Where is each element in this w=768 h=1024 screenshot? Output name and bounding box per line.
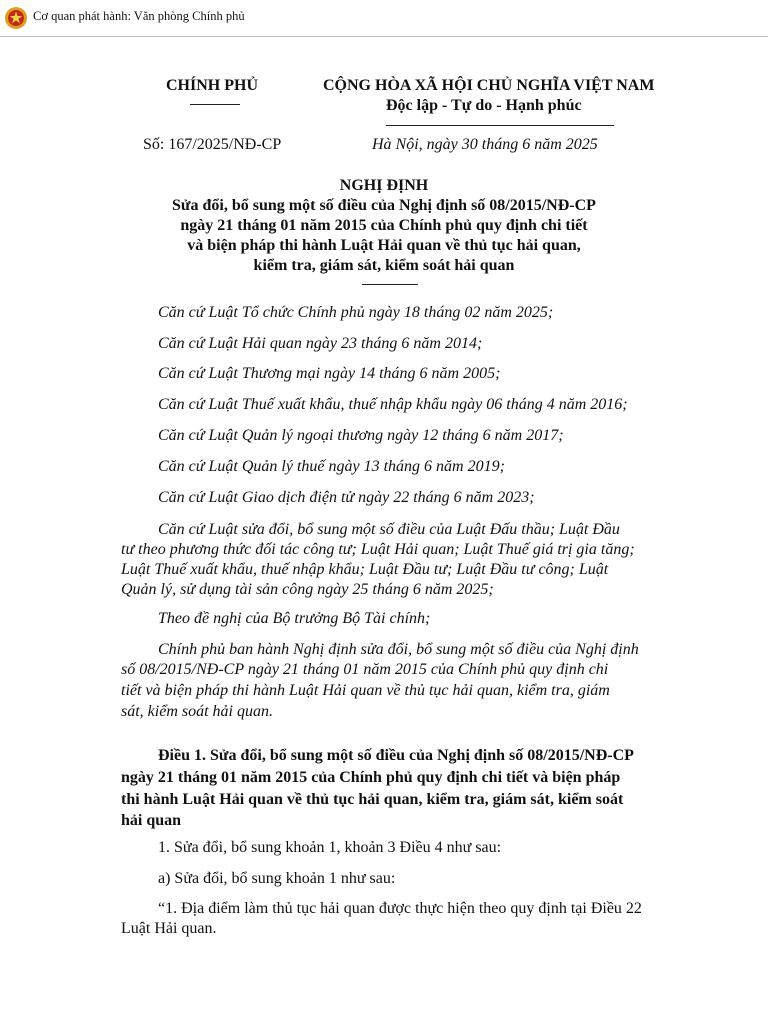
legal-basis-item: Căn cứ Luật Tổ chức Chính phủ ngày 18 tháng 02 năm 2025; — [158, 304, 554, 321]
legal-basis-item: Căn cứ Luật Quản lý thuế ngày 13 tháng 6 năm 2019; — [158, 458, 505, 475]
title-line: kiểm tra, giám sát, kiểm soát hải quan — [253, 257, 515, 274]
national-emblem-icon — [4, 6, 28, 30]
title-line: ngày 21 tháng 01 năm 2015 của Chính phủ quy định chi tiết — [180, 217, 588, 234]
paragraph-line: tiết và biện pháp thi hành Luật Hải quan về thủ tục hải quan, kiểm tra, giám — [121, 682, 610, 699]
agency-name: CHÍNH PHỦ — [166, 77, 258, 94]
heading-line: ngày 21 tháng 01 năm 2015 của Chính phủ quy định chi tiết và biện pháp — [121, 769, 621, 786]
document-title — [0, 196, 768, 276]
paragraph-line: sát, kiểm soát hải quan. — [121, 703, 273, 720]
legal-basis-item: Căn cứ Luật Giao dịch điện tử ngày 22 tháng 6 năm 2023; — [158, 489, 535, 506]
title-line: và biện pháp thi hành Luật Hải quan về thủ tục hải quan, — [187, 237, 581, 254]
legal-basis-item: Căn cứ Luật Quản lý ngoại thương ngày 12 tháng 6 năm 2017; — [158, 427, 564, 444]
heading-line: Điều 1. Sửa đổi, bổ sung một số điều của Nghị định số 08/2015/NĐ-CP — [158, 747, 634, 764]
paragraph-line: số 08/2015/NĐ-CP ngày 21 tháng 01 năm 2015 của Chính phủ quy định chi — [121, 661, 609, 678]
legal-basis-item: Căn cứ Luật Hải quan ngày 23 tháng 6 năm 2014; — [158, 335, 483, 352]
proposal-line: Theo đề nghị của Bộ trưởng Bộ Tài chính; — [158, 610, 431, 627]
paragraph-line: Chính phủ ban hành Nghị định sửa đổi, bổ sung một số điều của Nghị định — [158, 641, 639, 658]
point-a: a) Sửa đổi, bổ sung khoản 1 như sau: — [158, 870, 396, 887]
document-page — [0, 36, 768, 1024]
issuer-text: Cơ quan phát hành: Văn phòng Chính phủ — [33, 9, 245, 23]
title-rule — [362, 284, 418, 285]
national-title: CỘNG HÒA XÃ HỘI CHỦ NGHĨA VIỆT NAM — [323, 77, 655, 94]
paragraph-line: tư theo phương thức đối tác công tư; Luật Hải quan; Luật Thuế giá trị gia tăng; — [121, 541, 635, 558]
quoted-text-line: “1. Địa điểm làm thủ tục hải quan được thực hiện theo quy định tại Điều 22 — [158, 900, 642, 917]
paragraph-line: Quản lý, sử dụng tài sản công ngày 25 tháng 6 năm 2025; — [121, 581, 494, 598]
quoted-text-line: Luật Hải quan. — [121, 920, 217, 937]
clause-1: 1. Sửa đổi, bổ sung khoản 1, khoản 3 Điều 4 như sau: — [158, 839, 502, 856]
legal-basis-item: Căn cứ Luật Thương mại ngày 14 tháng 6 năm 2005; — [158, 365, 501, 382]
legal-basis-item: Căn cứ Luật Thuế xuất khẩu, thuế nhập khẩu ngày 06 tháng 4 năm 2016; — [158, 396, 628, 413]
motto-underline — [386, 125, 614, 126]
document-type: NGHỊ ĐỊNH — [339, 177, 429, 194]
national-motto: Độc lập - Tự do - Hạnh phúc — [386, 97, 582, 114]
document-number: Số: 167/2025/NĐ-CP — [143, 136, 282, 153]
heading-line: thi hành Luật Hải quan về thủ tục hải quan, kiểm tra, giám sát, kiểm soát — [121, 791, 624, 808]
paragraph-line: Luật Thuế xuất khẩu, thuế nhập khẩu; Luật Đầu tư; Luật Đầu tư công; Luật — [121, 561, 609, 578]
title-line: Sửa đổi, bổ sung một số điều của Nghị định số 08/2015/NĐ-CP — [172, 197, 596, 214]
heading-line: hải quan — [121, 812, 182, 829]
issuer-bar — [0, 0, 768, 37]
paragraph-line: Căn cứ Luật sửa đổi, bổ sung một số điều của Luật Đấu thầu; Luật Đầu — [158, 521, 620, 538]
place-date: Hà Nội, ngày 30 tháng 6 năm 2025 — [372, 136, 598, 153]
agency-underline — [190, 104, 240, 105]
